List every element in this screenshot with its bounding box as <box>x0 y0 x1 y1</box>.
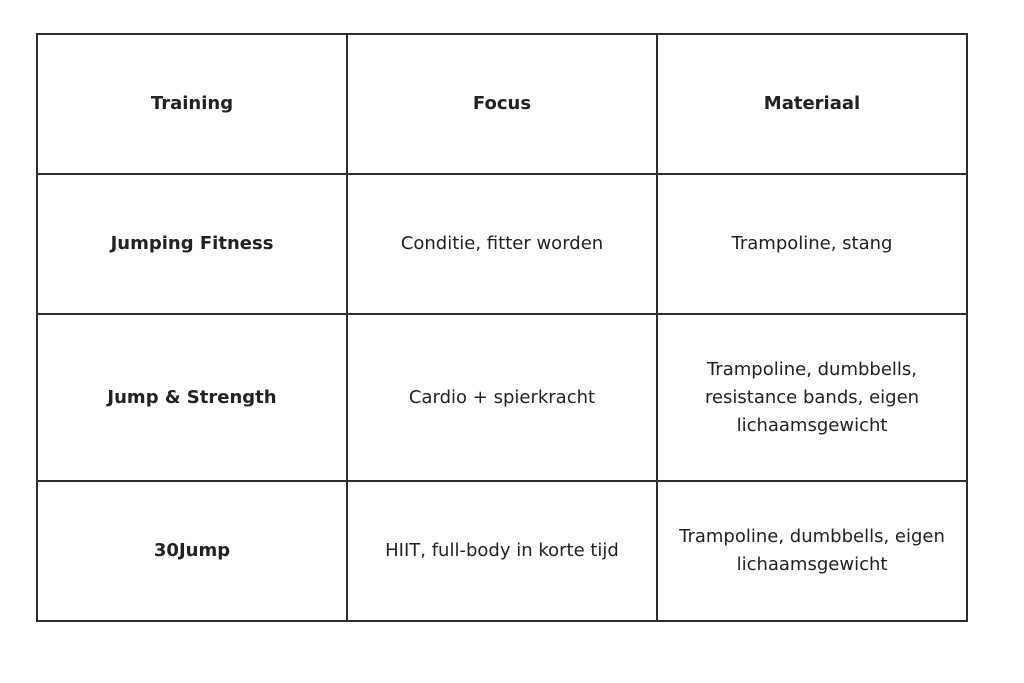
focus-cell: Cardio + spierkracht <box>347 314 657 481</box>
materiaal-cell: Trampoline, stang <box>657 174 967 314</box>
header-focus: Focus <box>347 34 657 174</box>
materiaal-cell: Trampoline, dumbbells, resistance bands, eigen lichaamsgewicht <box>657 314 967 481</box>
table-header-row <box>37 34 967 174</box>
training-name-cell: 30Jump <box>37 481 347 621</box>
focus-cell: Conditie, fitter worden <box>347 174 657 314</box>
materiaal-cell: Trampoline, dumbbells, eigen lichaamsgewicht <box>657 481 967 621</box>
training-name-cell: Jumping Fitness <box>37 174 347 314</box>
focus-cell: HIIT, full-body in korte tijd <box>347 481 657 621</box>
table-row <box>37 314 967 481</box>
table-row <box>37 481 967 621</box>
training-name-cell: Jump & Strength <box>37 314 347 481</box>
header-materiaal: Materiaal <box>657 34 967 174</box>
header-training: Training <box>37 34 347 174</box>
table-row <box>37 174 967 314</box>
training-comparison-table <box>36 33 968 622</box>
